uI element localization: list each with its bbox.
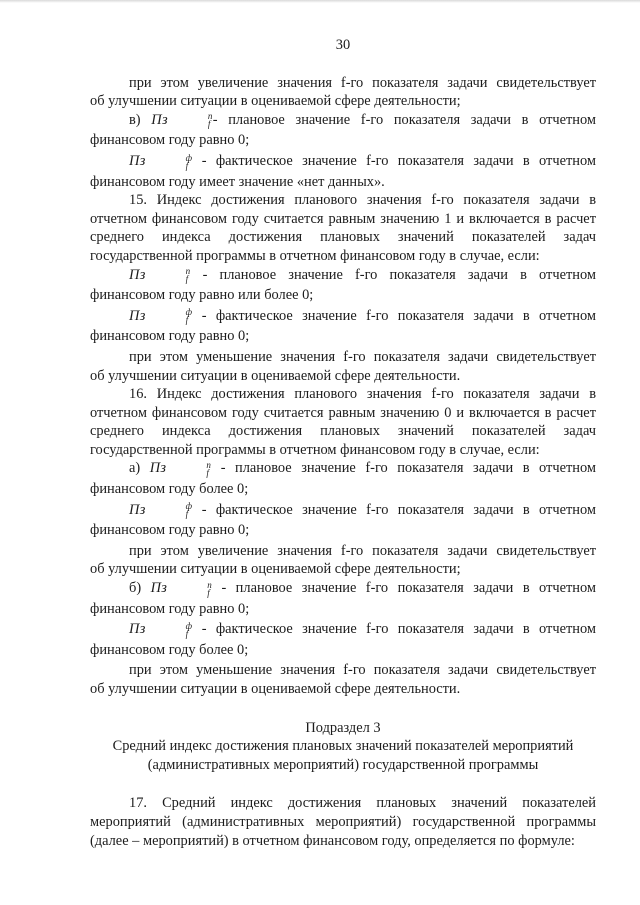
- paragraph-line: об улучшении ситуации в оцениваемой сфере деятельности;: [90, 561, 461, 578]
- paragraph-line: финансовом году равно 0;: [90, 522, 250, 539]
- list-marker: б): [129, 580, 142, 597]
- paragraph-text: - фактическое значение f-го показателя задачи в отчетном: [201, 501, 596, 518]
- fact-value-symbol: [129, 621, 192, 637]
- section-title-line: (административных мероприятий) государственной программы: [147, 756, 539, 773]
- symbol-subscript: f: [207, 587, 210, 598]
- paragraph-plan-item: [90, 459, 596, 478]
- paragraph-line: при этом увеличение значения f-го показателя задачи свидетельствует: [129, 74, 596, 91]
- symbol-base: Пз: [151, 111, 168, 128]
- symbol-subscript: f: [207, 119, 211, 130]
- list-marker: в): [129, 111, 141, 128]
- plan-value-symbol: [149, 460, 212, 479]
- symbol-superscript: п: [207, 111, 213, 122]
- symbol-subscript: f: [185, 315, 189, 326]
- page-number: 30: [335, 37, 351, 53]
- paragraph-line: финансовом году более 0;: [90, 641, 249, 658]
- paragraph-15: 15. Индекс достижения планового значения f-го показателя задачи в отчетном финансовом году считается равным значению 1 и включается в расчет среднего индекса достижения плановых значений показателей задач государственной программы в отчетном финансовом году в случае, если:: [90, 192, 596, 264]
- paragraph-line: финансовом году равно 0;: [90, 328, 250, 345]
- paragraph-plan-item: [90, 579, 596, 598]
- symbol-base: Пз: [149, 460, 167, 477]
- symbol-base: Пз: [150, 580, 168, 597]
- symbol-superscript: п: [185, 266, 191, 277]
- symbol-subscript: f: [185, 160, 189, 171]
- section-title-line: Средний индекс достижения плановых значений показателей мероприятий: [112, 738, 574, 755]
- paragraph-text: - плановое значение f-го показателя задачи в отчетном: [212, 111, 597, 128]
- paragraph-fact-item: [90, 152, 596, 171]
- list-marker: а): [129, 460, 141, 477]
- paragraph-plan-item: [90, 111, 596, 130]
- paragraph-text: - плановое значение f-го показателя задачи в отчетном: [202, 266, 596, 283]
- symbol-subscript: f: [185, 628, 189, 639]
- paragraph-line: при этом увеличение значения f-го показателя задачи свидетельствует: [129, 542, 596, 559]
- symbol-superscript: п: [206, 460, 212, 471]
- paragraph-line: об улучшении ситуации в оцениваемой сфере деятельности.: [90, 681, 461, 697]
- plan-value-symbol: [151, 580, 212, 596]
- paragraph-fact-item: [90, 307, 596, 326]
- fact-value-symbol: [129, 502, 192, 518]
- paragraph-text: - фактическое значение f-го показателя задачи в отчетном: [201, 152, 596, 169]
- paragraph-plan-item: [90, 266, 596, 285]
- symbol-base: Пз: [129, 266, 146, 283]
- paragraph-line: финансовом году равно или более 0;: [90, 287, 314, 304]
- scan-edge: [0, 0, 640, 3]
- fact-value-symbol: [129, 153, 192, 169]
- paragraph-line: при этом уменьшение значения f-го показателя задачи свидетельствует: [129, 348, 596, 365]
- paragraph-line: финансовом году более 0;: [90, 481, 249, 498]
- symbol-superscript: ф: [185, 152, 193, 163]
- paragraph-line: об улучшении ситуации в оцениваемой сфере деятельности;: [90, 93, 461, 110]
- symbol-base: Пз: [129, 152, 146, 169]
- paragraph-16: 16. Индекс достижения планового значения f-го показателя задачи в отчетном финансовом году считается равным значению 0 и включается в расчет среднего индекса достижения плановых значений показателей задач государственной программы в отчетном финансовом году в случае, если:: [90, 386, 596, 458]
- fact-value-symbol: [129, 308, 192, 324]
- paragraph-text: - фактическое значение f-го показателя задачи в отчетном: [201, 307, 596, 324]
- paragraph-text: - плановое значение f-го показателя задачи в отчетном: [221, 580, 596, 597]
- paragraph-text: - плановое значение f-го показателя задачи в отчетном: [220, 460, 596, 477]
- symbol-base: Пз: [129, 307, 146, 324]
- paragraph-text: - фактическое значение f-го показателя задачи в отчетном: [201, 621, 596, 638]
- paragraph-line: при этом уменьшение значения f-го показателя задачи свидетельствует: [129, 662, 596, 679]
- symbol-subscript: f: [206, 468, 210, 479]
- paragraph-17: 17. Средний индекс достижения плановых значений показателей мероприятий (административных мероприятий) государственной программы (далее – мероприятий) в отчетном финансовом году, определяется по формуле:: [90, 795, 596, 849]
- symbol-superscript: п: [207, 579, 212, 590]
- symbol-superscript: ф: [185, 620, 193, 631]
- paragraph-line: финансовом году равно 0;: [90, 600, 250, 617]
- paragraph-line: финансовом году равно 0;: [90, 132, 250, 149]
- paragraph-fact-item: [90, 620, 596, 639]
- plan-value-symbol: [151, 112, 212, 128]
- paragraph-fact-item: [90, 501, 596, 520]
- symbol-subscript: f: [185, 509, 189, 520]
- symbol-base: Пз: [129, 501, 146, 518]
- symbol-base: Пз: [129, 621, 146, 638]
- section-label: Подраздел 3: [305, 719, 381, 736]
- paragraph-line: об улучшении ситуации в оцениваемой сфере деятельности.: [90, 367, 461, 384]
- plan-value-symbol: [129, 267, 190, 283]
- symbol-subscript: f: [185, 274, 189, 285]
- spacer: [90, 774, 596, 794]
- symbol-superscript: ф: [185, 307, 193, 318]
- paragraph-line: финансовом году имеет значение «нет данных».: [90, 173, 385, 190]
- symbol-superscript: ф: [185, 501, 193, 512]
